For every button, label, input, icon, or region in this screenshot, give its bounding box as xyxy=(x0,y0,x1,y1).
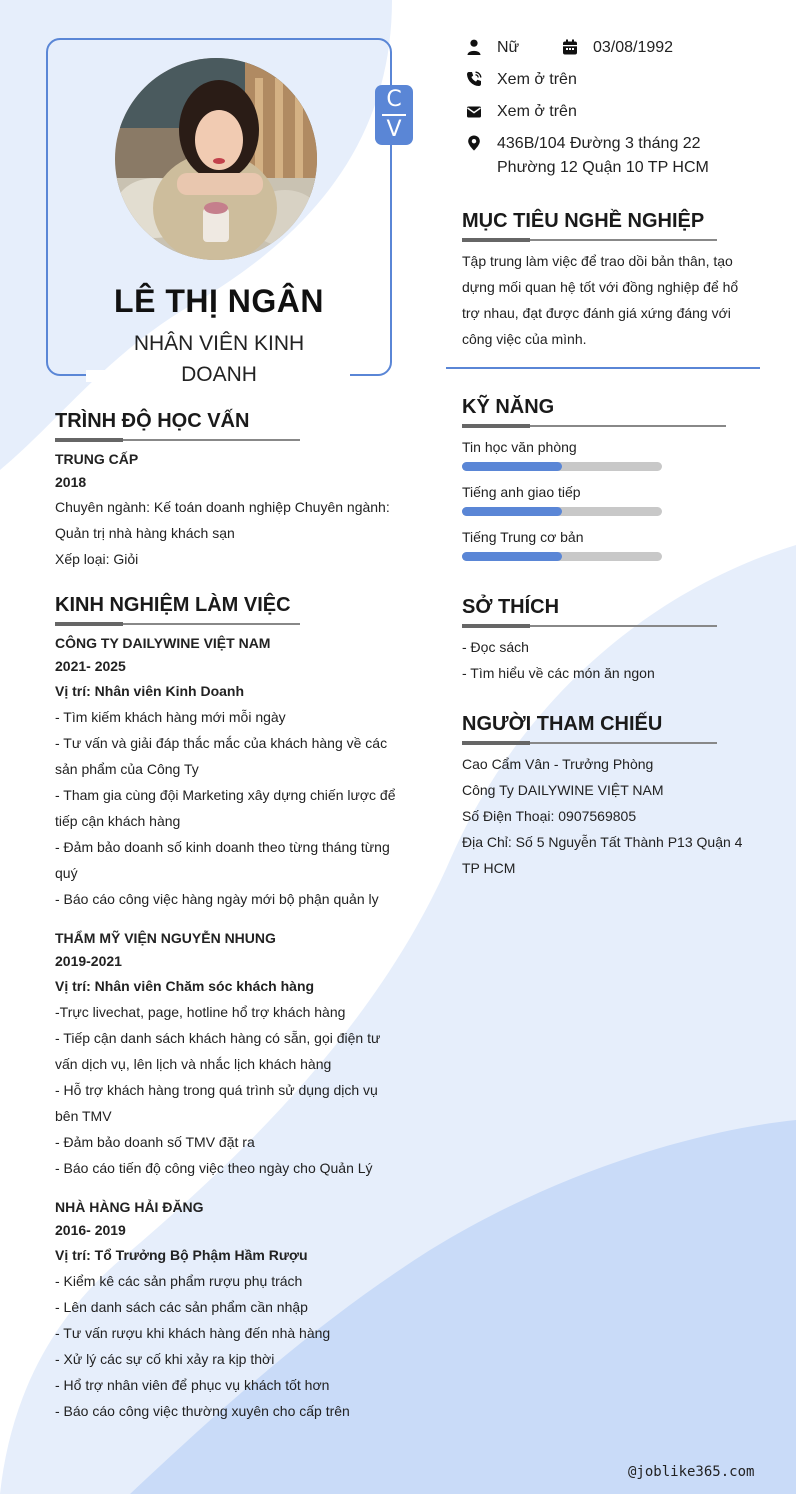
job-duty: - Đảm bảo doanh số TMV đặt ra xyxy=(55,1134,255,1150)
job-duty: - Hỗ trợ khách hàng trong quá trình sử dụng dịch vụ xyxy=(55,1082,378,1098)
skill-name: Tiếng anh giao tiếp xyxy=(462,484,581,500)
objective-line: công việc của mình. xyxy=(462,331,587,347)
reference-line: Địa Chỉ: Số 5 Nguyễn Tất Thành P13 Quận 4 xyxy=(462,834,743,850)
job-period: 2019-2021 xyxy=(55,953,122,969)
reference-line: TP HCM xyxy=(462,860,516,876)
job-duty: - Tiếp cận danh sách khách hàng có sẵn, gọi điện tư xyxy=(55,1030,381,1046)
education-year: 2018 xyxy=(55,474,87,490)
calendar-icon xyxy=(562,39,578,55)
job-duty: - Tìm kiếm khách hàng mới mỗi ngày xyxy=(55,709,286,725)
skill-bar-fill xyxy=(462,552,562,561)
education-level: TRUNG CẤP xyxy=(55,451,139,467)
job-position: Vị trí: Nhân viên Chăm sóc khách hàng xyxy=(55,978,315,994)
job-company: THẨM MỸ VIỆN NGUYỄN NHUNG xyxy=(55,930,276,946)
contact-gender: Nữ xyxy=(497,39,520,56)
mail-icon xyxy=(466,104,482,120)
skills-heading: KỸ NĂNG xyxy=(462,396,555,418)
experience-underline xyxy=(55,623,300,625)
reference-line: Công Ty DAILYWINE VIỆT NAM xyxy=(462,782,664,798)
location-pin-icon xyxy=(466,135,482,151)
cv-badge xyxy=(375,85,413,145)
job-duty: - Xử lý các sự cố khi xảy ra kịp thời xyxy=(55,1351,275,1367)
section-divider xyxy=(446,367,760,369)
skill-bar xyxy=(462,462,662,471)
education-major-line1: Chuyên ngành: Kế toán doanh nghiệp Chuyên ngành: xyxy=(55,499,390,515)
contact-birthdate: 03/08/1992 xyxy=(593,39,674,56)
education-heading: TRÌNH ĐỘ HỌC VẤN xyxy=(55,410,250,432)
objective-line: trợ nhau, đạt được đánh giá xứng đáng với xyxy=(462,305,731,321)
skill-bar-fill xyxy=(462,462,562,471)
objective-line: dựng mối quan hệ tốt với đồng nghiệp để hổ xyxy=(462,279,739,295)
objective-heading: MỤC TIÊU NGHỀ NGHIỆP xyxy=(462,210,705,232)
job-duty: tiếp cận khách hàng xyxy=(55,813,181,829)
job-duty: - Báo cáo công việc hàng ngày mới bộ phận quản ly xyxy=(55,891,379,907)
cv-badge-top: C xyxy=(386,87,402,112)
job-duty: bên TMV xyxy=(55,1108,112,1124)
job-duty: vấn dịch vụ, lên lịch và nhắc lịch khách hàng xyxy=(55,1056,332,1072)
job-duty: - Tham gia cùng đội Marketing xây dựng chiến lược để xyxy=(55,787,396,803)
skill-bar xyxy=(462,552,662,561)
candidate-role: NHÂN VIÊN KINH DOANH xyxy=(133,332,305,386)
references-heading: NGƯỜI THAM CHIẾU xyxy=(462,713,663,735)
job-position: Vị trí: Nhân viên Kinh Doanh xyxy=(55,683,245,699)
job-duty: - Tư vấn rượu khi khách hàng đến nhà hàng xyxy=(55,1325,331,1341)
reference-line: Cao Cẩm Vân - Trưởng Phòng xyxy=(462,756,654,772)
job-duty: - Hổ trợ nhân viên để phục vụ khách tốt hơn xyxy=(55,1377,330,1393)
job-duty: - Kiểm kê các sản phẩm rượu phụ trách xyxy=(55,1273,303,1289)
job-company: CÔNG TY DAILYWINE VIỆT NAM xyxy=(55,635,271,651)
skill-bar xyxy=(462,507,662,516)
education-major-line2: Quản trị nhà hàng khách sạn xyxy=(55,525,235,541)
hobby-item: - Đọc sách xyxy=(462,639,529,655)
hobbies-heading: SỞ THÍCH xyxy=(462,596,560,618)
contact-address-line2: Phường 12 Quận 10 TP HCM xyxy=(497,159,709,176)
job-position: Vị trí: Tổ Trưởng Bộ Phậm Hầm Rượu xyxy=(55,1247,308,1263)
job-company: NHÀ HÀNG HẢI ĐĂNG xyxy=(55,1199,204,1215)
experience-heading: KINH NGHIỆM LÀM VIỆC xyxy=(55,594,291,616)
contact-email: Xem ở trên xyxy=(497,103,577,120)
job-period: 2021- 2025 xyxy=(55,658,126,674)
job-duty: quý xyxy=(55,865,78,881)
skill-bar-fill xyxy=(462,507,562,516)
skill-name: Tin học văn phòng xyxy=(462,439,577,455)
job-period: 2016- 2019 xyxy=(55,1222,126,1238)
hobbies-underline xyxy=(462,625,717,627)
user-icon xyxy=(466,39,482,55)
contact-address-line1: 436B/104 Đường 3 tháng 22 xyxy=(497,135,701,152)
education-underline xyxy=(55,439,300,441)
job-duty: sản phẩm của Công Ty xyxy=(55,761,199,777)
phone-icon xyxy=(466,71,482,87)
skills-underline xyxy=(462,425,726,427)
job-duty: - Lên danh sách các sản phẩm cần nhập xyxy=(55,1299,308,1315)
footer-watermark: @joblike365.com xyxy=(628,1464,755,1480)
hobby-item: - Tìm hiểu về các món ăn ngon xyxy=(462,665,655,681)
job-duty: - Đảm bảo doanh số kinh doanh theo từng tháng từng xyxy=(55,839,390,855)
job-duty: - Tư vấn và giải đáp thắc mắc của khách hàng về các xyxy=(55,735,388,751)
cv-badge-bottom: V xyxy=(386,117,402,142)
education-rank: Xếp loại: Giỏi xyxy=(55,551,139,567)
job-duty: - Báo cáo tiến độ công việc theo ngày cho Quản Lý xyxy=(55,1160,373,1176)
avatar xyxy=(115,58,317,260)
candidate-name: LÊ THỊ NGÂN xyxy=(114,283,324,319)
cv-badge-separator xyxy=(382,114,406,116)
job-duty: -Trực livechat, page, hotline hổ trợ khách hàng xyxy=(55,1004,346,1020)
reference-line: Số Điện Thoại: 0907569805 xyxy=(462,808,637,824)
references-underline xyxy=(462,742,717,744)
objective-underline xyxy=(462,239,717,241)
contact-phone: Xem ở trên xyxy=(497,71,577,88)
skill-name: Tiếng Trung cơ bản xyxy=(462,529,584,545)
avatar-photo xyxy=(115,58,317,260)
job-duty: - Báo cáo công việc thường xuyên cho cấp trên xyxy=(55,1403,350,1419)
objective-line: Tập trung làm việc để trao dồi bản thân, tạo xyxy=(462,253,733,269)
